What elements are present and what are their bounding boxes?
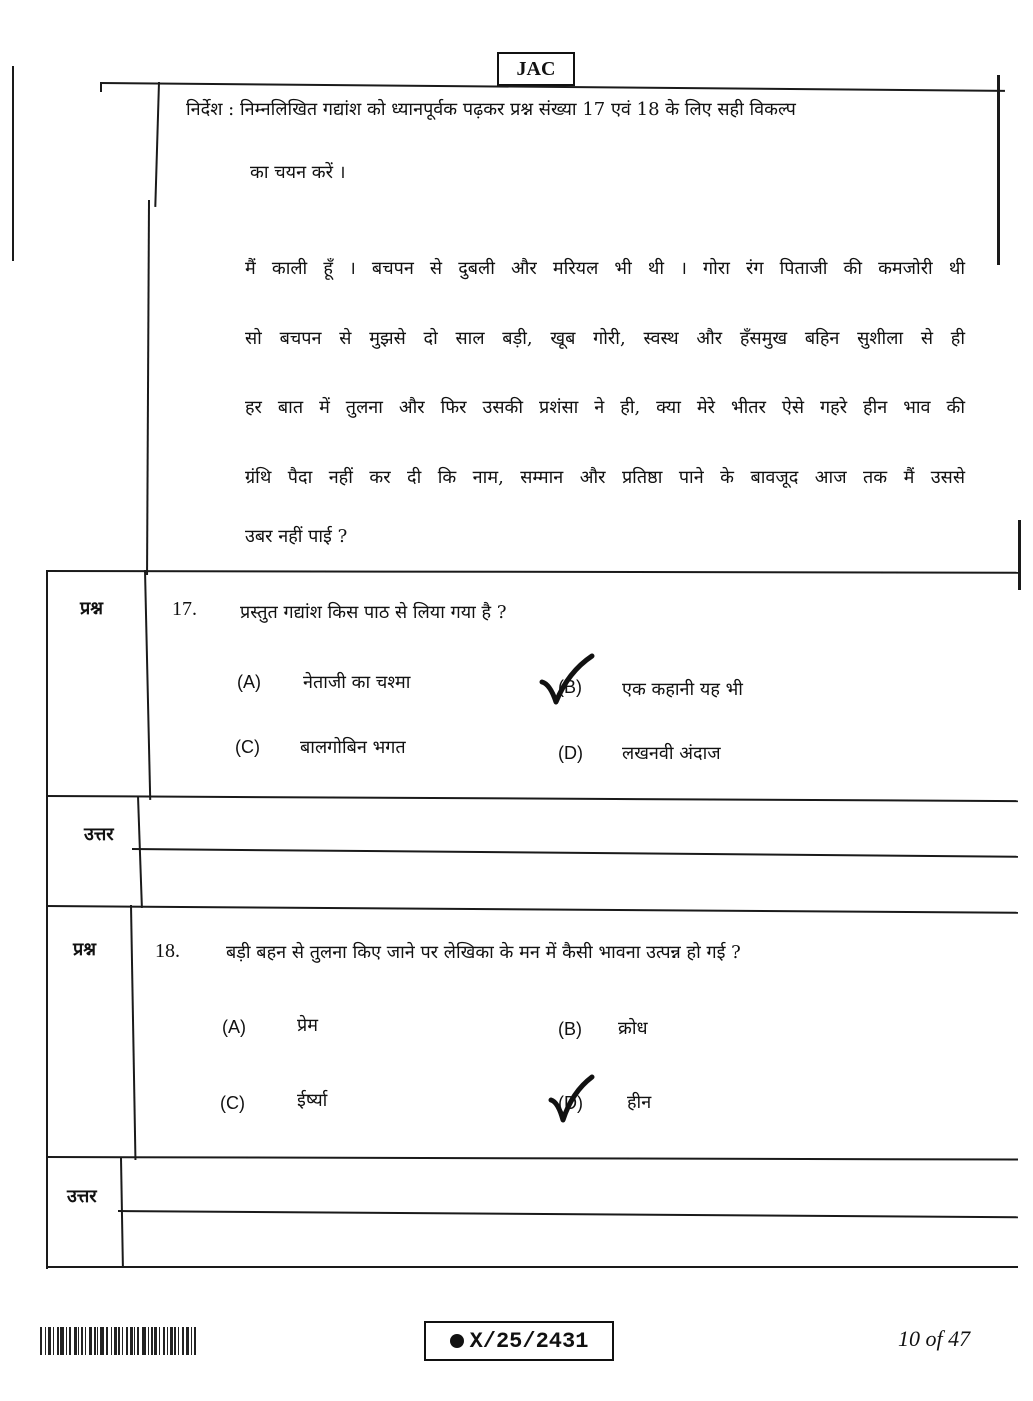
page-number: 10 of 47 bbox=[898, 1326, 971, 1351]
bullet-icon bbox=[450, 1334, 464, 1348]
right-edge-mark bbox=[997, 75, 1000, 265]
passage-line: सो बचपन से मुझसे दो साल बड़ी, खूब गोरी, स्वस्थ और हँसमुख बहिन सुशीला से ही bbox=[245, 328, 965, 349]
board-label bbox=[497, 52, 575, 86]
table-bottom-border bbox=[46, 1266, 1018, 1268]
row-separator bbox=[46, 905, 1018, 914]
instruction-line-2: का चयन करें । bbox=[250, 162, 346, 183]
margin-mark bbox=[12, 66, 14, 261]
answer-label: उत्तर bbox=[67, 1186, 97, 1207]
question-text: प्रस्तुत गद्यांश किस पाठ से लिया गया है ? bbox=[240, 602, 507, 623]
option-label-b: (B) bbox=[558, 1019, 582, 1039]
column-divider bbox=[146, 200, 150, 575]
table-left-border bbox=[46, 572, 48, 1269]
table-left-border bbox=[100, 82, 102, 92]
option-text-b: एक कहानी यह भी bbox=[622, 679, 743, 700]
question-label: प्रश्न bbox=[73, 939, 96, 960]
question-text: बड़ी बहन से तुलना किए जाने पर लेखिका के मन में कैसी भावना उत्पन्न हो गई ? bbox=[226, 942, 741, 963]
option-text-d: हीन bbox=[627, 1092, 652, 1113]
question-label: प्रश्न bbox=[80, 598, 103, 619]
option-label-a: (A) bbox=[222, 1017, 246, 1037]
option-text-a: नेताजी का चश्मा bbox=[303, 672, 411, 693]
row-separator bbox=[46, 1156, 1018, 1161]
board-text: JAC bbox=[516, 57, 556, 80]
option-label-c: (C) bbox=[235, 737, 260, 757]
option-text-d: लखनवी अंदाज bbox=[622, 743, 721, 764]
barcode bbox=[40, 1327, 260, 1355]
option-label-c: (C) bbox=[220, 1093, 245, 1113]
answer-label: उत्तर bbox=[84, 824, 114, 845]
passage-line: उबर नहीं पाई ? bbox=[245, 526, 348, 547]
passage-line: ग्रंथि पैदा नहीं कर दी कि नाम, सम्मान और प्रतिष्ठा पाने के बावजूद आज तक मैं उससे bbox=[245, 467, 965, 488]
right-edge-mark bbox=[1018, 520, 1021, 590]
passage-line: हर बात में तुलना और फिर उसकी प्रशंसा ने ही, क्या मेरे भीतर ऐसे गहरे हीन भाव की bbox=[245, 397, 965, 418]
answer-line bbox=[118, 1210, 1018, 1218]
paper-code-text: X/25/2431 bbox=[469, 1328, 589, 1354]
option-text-b: क्रोध bbox=[618, 1018, 648, 1039]
option-label-a: (A) bbox=[237, 672, 261, 692]
column-divider bbox=[120, 1158, 124, 1268]
row-separator bbox=[46, 570, 1018, 574]
tick-mark-icon bbox=[548, 1074, 598, 1126]
paper-code bbox=[424, 1321, 614, 1361]
column-divider bbox=[154, 82, 160, 207]
instruction-line-1: निर्देश : निम्नलिखित गद्यांश को ध्यानपूर्वक पढ़कर प्रश्न संख्या 17 एवं 18 के लिए सही विकल्प bbox=[186, 99, 796, 120]
option-label-d: (D) bbox=[558, 743, 583, 763]
question-number: 18. bbox=[155, 940, 180, 962]
option-text-c: बालगोबिन भगत bbox=[300, 737, 406, 758]
option-text-a: प्रेम bbox=[297, 1015, 319, 1036]
option-text-c: ईर्ष्या bbox=[297, 1090, 328, 1111]
question-number: 17. bbox=[172, 598, 197, 620]
passage-line: मैं काली हूँ । बचपन से दुबली और मरियल भी थी । गोरा रंग पिताजी की कमजोरी थी bbox=[245, 258, 965, 279]
answer-line bbox=[132, 848, 1018, 858]
option-label-d: (D) bbox=[558, 1093, 583, 1113]
column-divider bbox=[130, 905, 136, 1160]
row-separator bbox=[46, 795, 1018, 802]
tick-mark-icon bbox=[538, 652, 598, 712]
column-divider bbox=[137, 796, 143, 908]
column-divider bbox=[144, 570, 151, 800]
option-label-b: (B) bbox=[558, 677, 582, 697]
